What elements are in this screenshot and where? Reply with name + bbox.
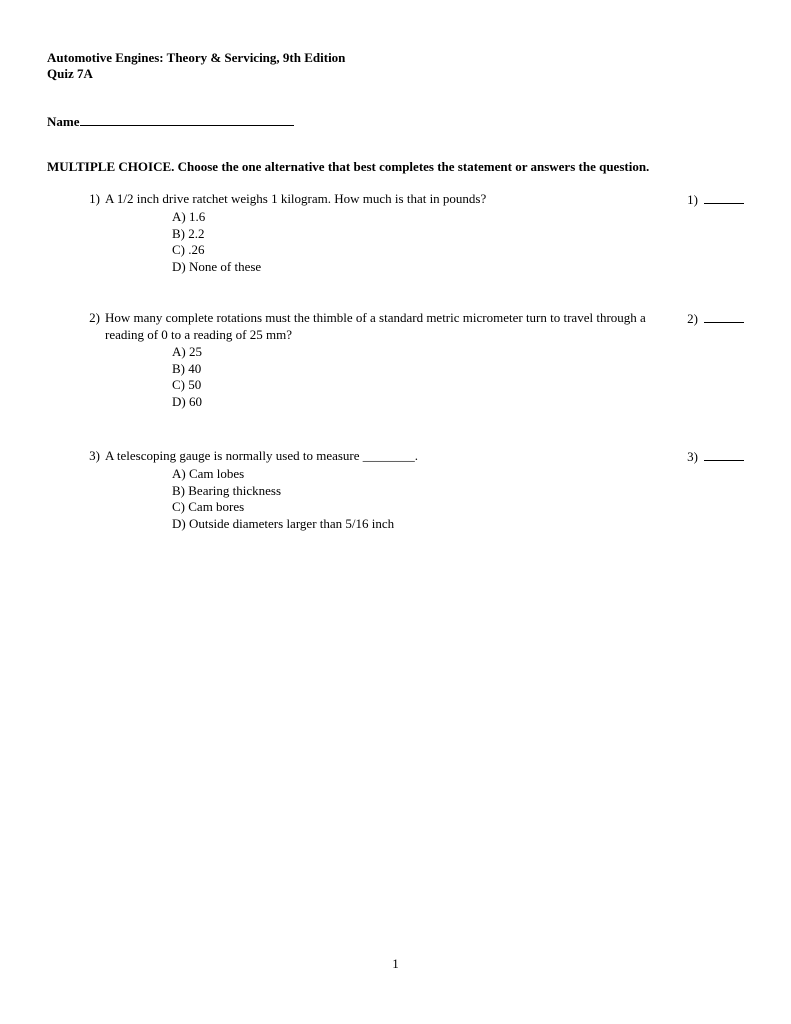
choice: A) Cam lobes [172, 466, 245, 481]
question-1-row [47, 190, 744, 208]
question-1-text: A 1/2 inch drive ratchet weighs 1 kilogram. How much is that in pounds? [105, 191, 487, 206]
question-3-answer-area [687, 447, 744, 465]
name-row [47, 113, 744, 130]
question-3-answer-label: 3) [687, 449, 698, 464]
question-3-answer-blank[interactable] [704, 449, 744, 461]
spacer [47, 410, 744, 432]
name-label: Name [47, 114, 80, 129]
choice: B) 2.2 [172, 225, 205, 241]
question-3-text: A telescoping gauge is normally used to measure ________. [105, 448, 419, 463]
question-3-row [47, 447, 744, 465]
question-1-answer-area [687, 190, 744, 208]
document-title: Automotive Engines: Theory & Servicing, 9th Edition [47, 50, 346, 65]
question-2-row [47, 309, 744, 343]
document-header [47, 50, 744, 82]
page-number: 1 [392, 956, 399, 971]
choice: B) Bearing thickness [172, 482, 282, 498]
quiz-number: Quiz 7A [47, 66, 93, 81]
question-3-choices [172, 466, 744, 532]
choice: C) Cam bores [172, 499, 245, 514]
choice: A) 25 [172, 344, 202, 359]
question-1-choices [172, 209, 744, 275]
question-2-answer-area [687, 309, 744, 327]
question-1-number: 1) [89, 191, 100, 206]
name-input-blank[interactable] [80, 113, 294, 126]
question-2 [47, 309, 744, 410]
choice: D) Outside diameters larger than 5/16 inch [172, 515, 395, 531]
question-2-answer-label: 2) [687, 311, 698, 326]
question-1-answer-blank[interactable] [704, 192, 744, 204]
question-3 [47, 447, 744, 532]
question-3-number: 3) [89, 448, 100, 463]
question-1-answer-label: 1) [687, 192, 698, 207]
choice: B) 40 [172, 360, 202, 376]
choice: C) .26 [172, 242, 205, 257]
instructions: MULTIPLE CHOICE. Choose the one alternative that best completes the statement or answers the question. [47, 159, 650, 174]
question-2-number: 2) [89, 310, 100, 325]
choice: D) None of these [172, 258, 262, 274]
question-1 [47, 190, 744, 275]
choice: A) 1.6 [172, 209, 206, 224]
question-2-answer-blank[interactable] [704, 311, 744, 323]
spacer [47, 275, 744, 294]
choice: C) 50 [172, 377, 202, 392]
question-2-choices [172, 344, 744, 410]
choice: D) 60 [172, 393, 202, 409]
question-2-text: How many complete rotations must the thimble of a standard metric micrometer turn to travel through a reading of 0 to a reading of 25 mm? [105, 310, 646, 342]
questions-list [47, 190, 744, 532]
